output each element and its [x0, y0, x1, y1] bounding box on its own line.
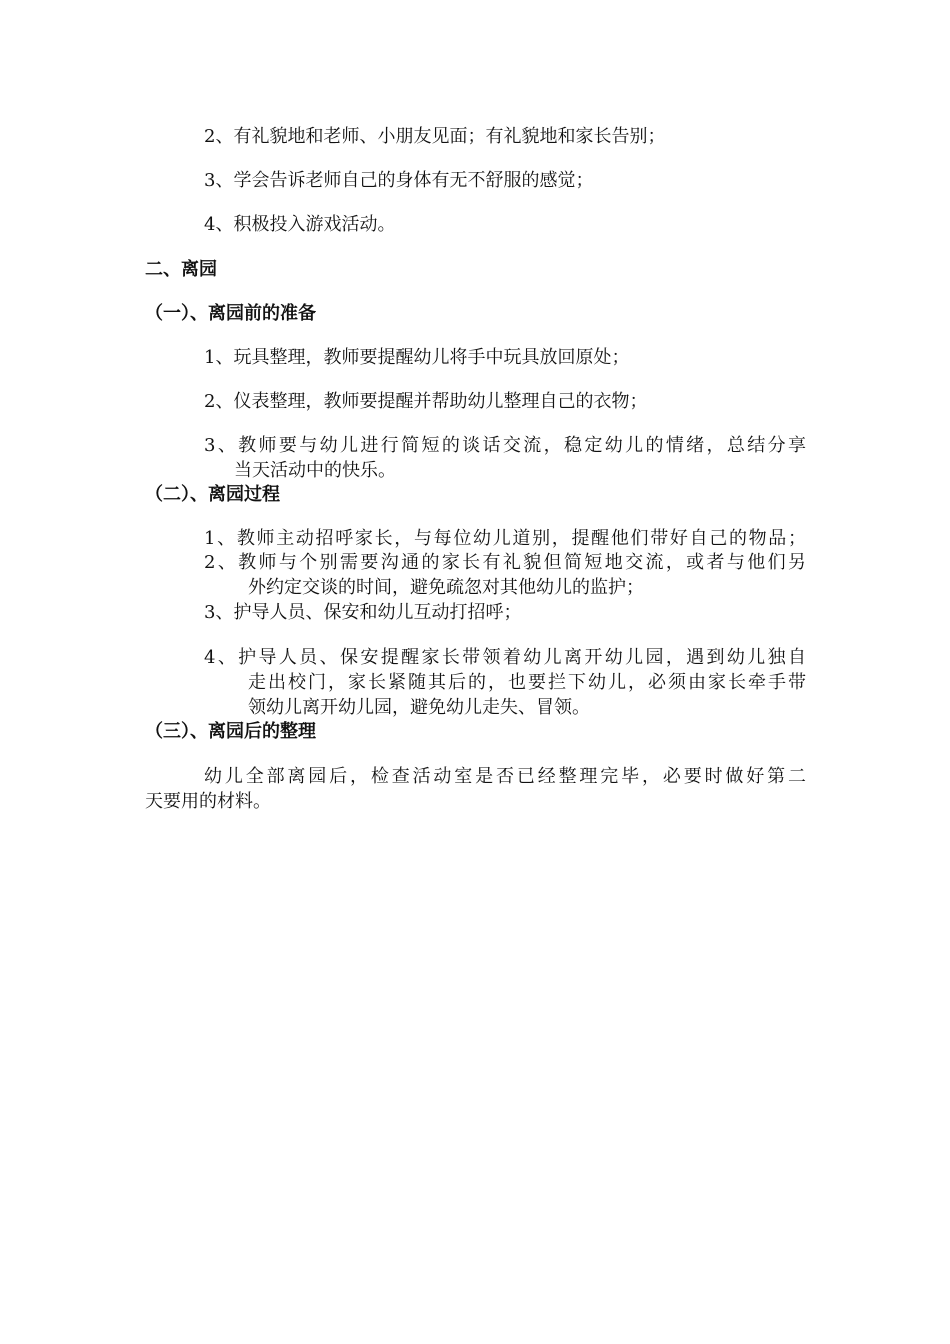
paragraph-continuation: 天要用的材料。	[145, 791, 271, 812]
subsection-heading: （三）、离园后的整理	[145, 721, 316, 742]
list-item: 3、护导人员、保安和幼儿互动打招呼；	[204, 602, 522, 623]
section-heading: 二、离园	[145, 259, 217, 280]
list-item-continuation: 外约定交谈的时间，避免疏忽对其他幼儿的监护；	[248, 577, 644, 598]
list-item: 1、玩具整理，教师要提醒幼儿将手中玩具放回原处；	[204, 347, 630, 368]
subsection-heading: （一）、离园前的准备	[145, 303, 316, 324]
list-item: 2、教师与个别需要沟通的家长有礼貌但简短地交流，或者与他们另	[204, 552, 806, 573]
paragraph: 幼儿全部离园后，检查活动室是否已经整理完毕，必要时做好第二	[204, 766, 806, 787]
list-item: 3、教师要与幼儿进行简短的谈话交流，稳定幼儿的情绪，总结分享	[204, 435, 806, 456]
list-item: 3、学会告诉老师自己的身体有无不舒服的感觉；	[204, 170, 594, 191]
subsection-heading: （二）、离园过程	[145, 484, 280, 505]
list-item-continuation: 当天活动中的快乐。	[234, 460, 396, 481]
list-item: 2、有礼貌地和老师、小朋友见面；有礼貌地和家长告别；	[204, 126, 666, 147]
list-item-continuation: 领幼儿离开幼儿园，避免幼儿走失、冒领。	[248, 697, 590, 718]
list-item-continuation: 走出校门，家长紧随其后的，也要拦下幼儿，必须由家长牵手带	[248, 672, 806, 693]
list-item: 4、积极投入游戏活动。	[204, 214, 396, 235]
list-item: 2、仪表整理，教师要提醒并帮助幼儿整理自己的衣物；	[204, 391, 648, 412]
list-item: 4、护导人员、保安提醒家长带领着幼儿离开幼儿园，遇到幼儿独自	[204, 647, 806, 668]
list-item: 1、教师主动招呼家长，与每位幼儿道别，提醒他们带好自己的物品；	[204, 528, 806, 549]
